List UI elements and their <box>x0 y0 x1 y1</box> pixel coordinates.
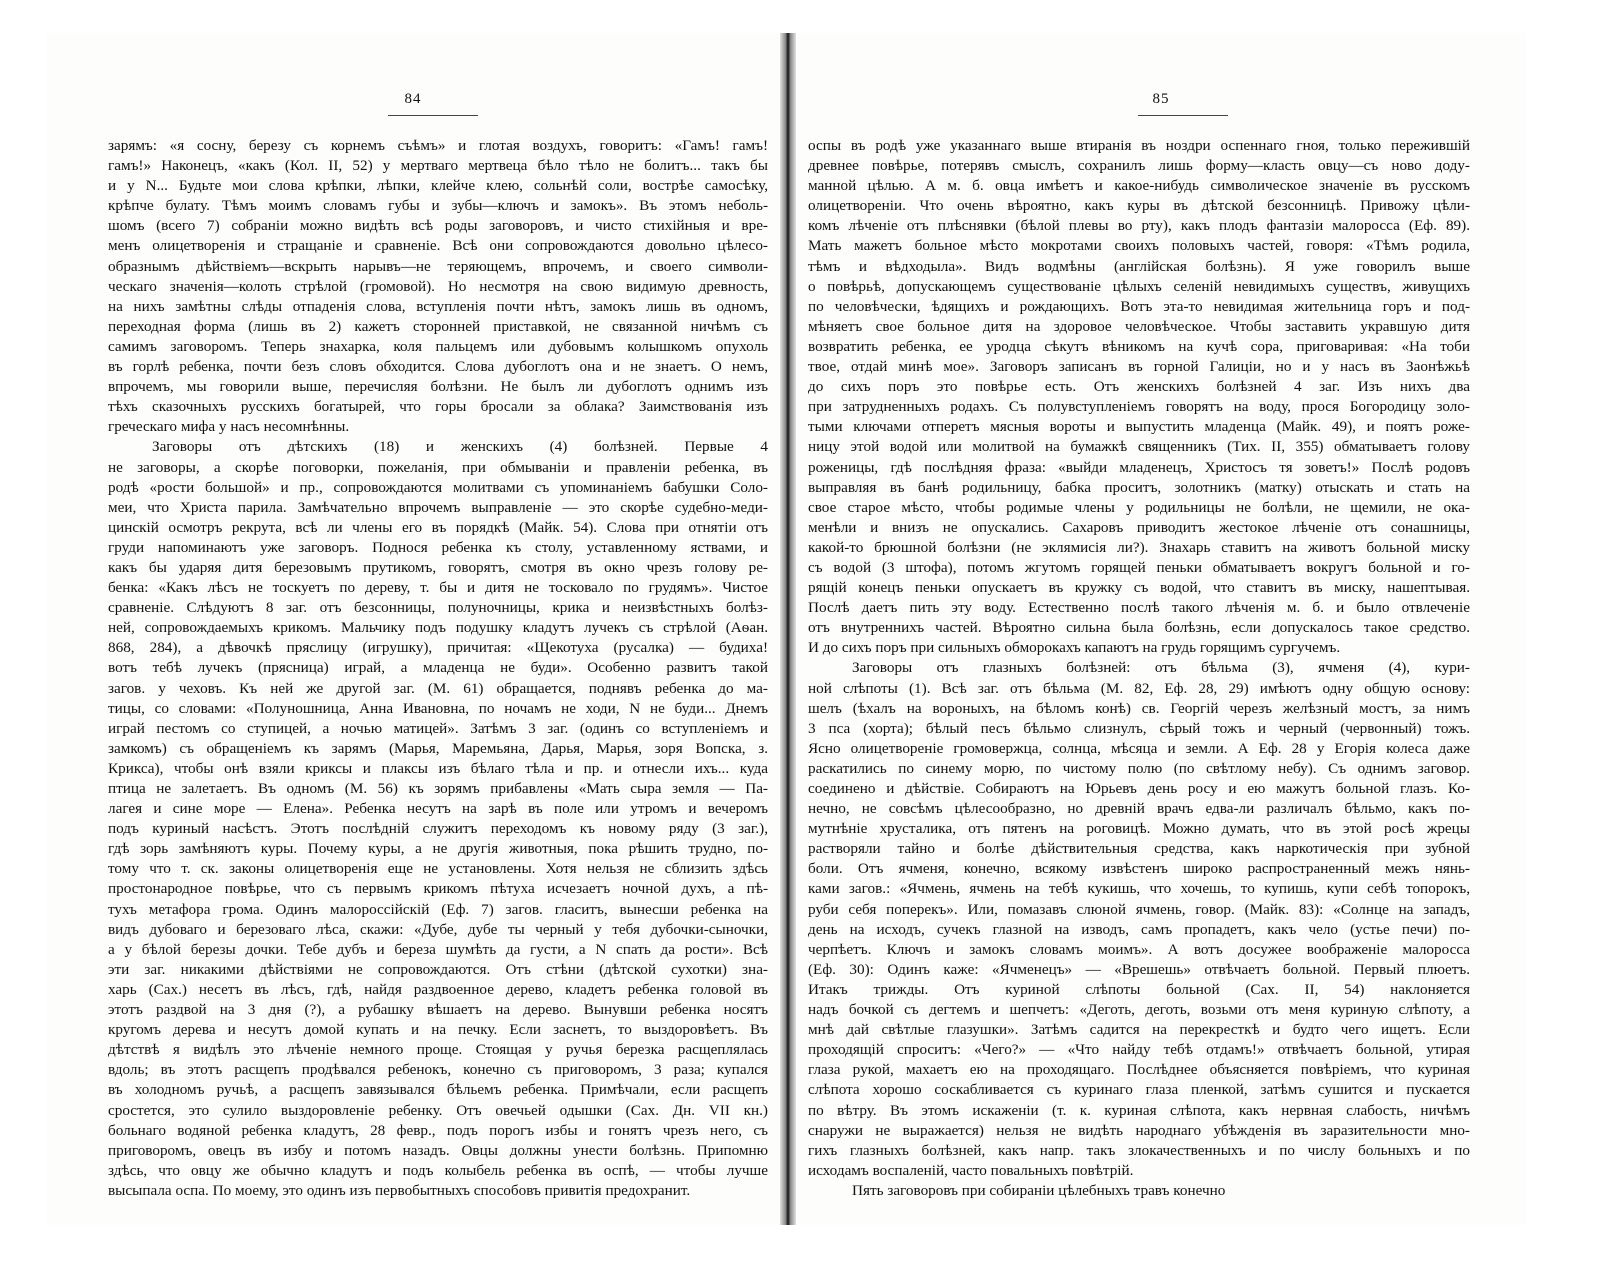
text-line: (Еф. 30): Одинъ каже: «Ячменецъ» — «Врешешь» отвѣчаетъ больной. Первый плюетъ. <box>808 960 1470 978</box>
book-spread <box>46 33 1526 1225</box>
text-line: дѣтствѣ я видѣлъ это лѣченіе немного проще. Стоящая у ручья березка расщеплялась <box>108 1041 768 1059</box>
text-line: сростется, это сулило выздоровленіе ребенку. Отъ овечьей одышки (Сах. Дн. VII кн.) <box>108 1101 768 1119</box>
text-line: сравненіе. Слѣдуютъ 8 заг. отъ безсонницы, полуночницы, крика и неизвѣстныхъ болѣз- <box>108 599 768 617</box>
page-number-right: 85 <box>1152 91 1170 107</box>
text-line: здѣсь, что овцу же обычно кладутъ и подъ колыбель ребенка въ оспѣ, — чтобы лучше <box>108 1161 768 1179</box>
text-line: до сихъ поръ это повѣрье есть. Отъ женскихъ болѣзней 4 заг. Изъ нихъ два <box>808 378 1470 396</box>
text-line: Мать мажетъ больное мѣсто мокротами своихъ половыхъ частей, говоря: «Тѣмъ родила, <box>808 237 1470 255</box>
text-line: бенка: «Какъ лѣсъ не тоскуетъ по дереву, т. бы и дитя не тосковало по грудямъ». Чистое <box>108 579 768 597</box>
text-line: тухъ метафора грома. Одинъ малороссійскій (Еф. 7) загов. гласитъ, вынесши ребенка на <box>108 900 768 918</box>
text-line: шелъ (ѣхалъ на вороныхъ, на бѣломъ конѣ) св. Георгій черезъ желѣзный мостъ, за нимъ <box>808 699 1470 717</box>
text-line: тѣмъ и вѣдходыла». Видъ водмѣны (англійская болѣзнь). Я уже говорилъ выше <box>808 257 1470 275</box>
text-line: самимъ заговоромъ. Теперь знахарка, коля пальцемъ или дубовымъ колышкомъ опухоль <box>108 337 768 355</box>
text-line: видъ дубоваго и березоваго лѣса, скажи: «Дубе, дубе ты черный у тебя дубочки-сыночки, <box>108 920 768 938</box>
header-rule-right <box>1138 115 1228 116</box>
text-line: а у бѣлой березы дочки. Тебе дубъ и береза шумѣть да густи, а N спать да рости». Всѣ <box>108 940 768 958</box>
text-line: ней, сопровождаемыхъ крикомъ. Мальчику подъ подушку кладутъ лучекъ съ стрѣлой (Аѳан. <box>108 619 768 637</box>
text-line: исходамъ воспаленій, часто повальныхъ повѣтрій. <box>808 1161 1134 1179</box>
text-line: какъ бы ударяя дитя березовымъ прутикомъ, говорятъ, смотря въ окно чрезъ голову ре- <box>108 558 768 576</box>
text-line: 3 пса (хорта); бѣлый песъ бѣльмо слизнулъ, сѣрый тожъ и черный (червонный) тожъ. <box>808 719 1470 737</box>
text-line: впрочемъ, мы говорили выше, перечисляя болѣзни. Не былъ ли дубоглотъ однимъ изъ <box>108 378 768 396</box>
text-line: Заговоры отъ дѣтскихъ (18) и женскихъ (4) болѣзней. Первые 4 <box>152 438 768 456</box>
text-line: менъ олицетворенія и стращаніе и сравненіе. Всѣ они сопровождаются довольно цѣлесо- <box>108 237 768 255</box>
text-line: день на исходъ, сучекъ глазной на изводъ, самъ пропадетъ, какъ чело (устье печи) по- <box>808 920 1470 938</box>
text-line: меи, что Христа парила. Замѣчательно впрочемъ выправленіе — это скорѣе судебно-меди- <box>108 498 768 516</box>
text-line: выправляя въ банѣ родильницу, бабка проситъ, золотникъ (матку) отыскать и стать на <box>808 478 1470 496</box>
text-line: манной цѣлью. А м. б. овца имѣетъ и какое-нибудь символическое значеніе въ русскомъ <box>808 177 1470 195</box>
text-line: груди напоминаютъ уже заговоръ. Поднося ребенка къ столу, уставленному яствами, и <box>108 538 768 556</box>
text-line: высыпала оспа. По моему, это одинъ изъ первобытныхъ способовъ привитія предохранит. <box>108 1181 691 1199</box>
text-line: родѣ «рости большой» и пр., сопровождаются молитвами съ упоминаніемъ бабушки Соло- <box>108 478 768 496</box>
text-line: по человѣчески, ѣдящихъ и рождающихъ. Вотъ эта-то невидимая жительница горъ и под- <box>808 297 1470 315</box>
text-line: вдоль; въ этотъ расщепъ продѣвался ребенокъ, конечно съ приговоромъ, 3 раза; купался <box>108 1061 768 1079</box>
text-line: гихъ глазныхъ болѣзней, какъ напр. такъ злокачественныхъ и по числу больныхъ и по <box>808 1141 1470 1159</box>
text-line: отъ внутреннихъ частей. Вѣроятно сильна была болѣзнь, если допускалось такое средство. <box>808 619 1470 637</box>
text-line: на нихъ замѣтны слѣды отпаденія слова, вступленія почти нѣтъ, замокъ лишь въ одномъ, <box>108 297 768 315</box>
text-line: снаружи не выражается) нельзя не видѣть народнаго убѣжденія въ заразительности мно- <box>808 1121 1470 1139</box>
left-page <box>46 33 780 1225</box>
text-line: ческаго значенія—колоть стрѣлой (громовой). Но несмотря на свою видимую древность, <box>108 277 768 295</box>
text-line: ками загов.: «Ячмень, ячмень на тебѣ кукишь, что хочешь, то купишь, купи себѣ топорокъ, <box>808 880 1470 898</box>
text-line: мнѣ дай свѣтлые глазушки». Затѣмъ садится на перекресткѣ и будто чего ищетъ. Если <box>808 1021 1470 1039</box>
text-line: Заговоры отъ глазныхъ болѣзней: отъ бѣльма (3), ячменя (4), кури- <box>852 659 1470 677</box>
header-rule-left <box>388 115 478 116</box>
text-line: харь (Сах.) несетъ въ лѣсъ, гдѣ, найдя раздвоенное дерево, кладетъ ребенка головой въ <box>108 980 768 998</box>
text-line: олицетвореніи. Что очень вѣроятно, какъ куры въ дѣтской безсонницѣ. Привожу цѣли- <box>808 197 1470 215</box>
text-line: ной слѣпоты (1). Всѣ заг. отъ бѣльма (М. 82, Еф. 28, 29) имѣютъ одну общую основу: <box>808 679 1470 697</box>
text-line: не заговоры, а скорѣе поговорки, пожеланія, при обмываніи и правленіи ребенка, въ <box>108 458 768 476</box>
text-line: въ холодномъ ручьѣ, а расщепъ завязывался бѣльемъ ребенка. Примѣчали, если расщепъ <box>108 1081 768 1099</box>
text-line: простонародное повѣрье, что съ первымъ крикомъ пѣтуха исчезаетъ ночной духъ, а пѣ- <box>108 880 768 898</box>
text-line: тому что т. ск. законы олицетворенія еще не установлены. Хотя нельзя не сблизить здѣсь <box>108 860 768 878</box>
text-line: загов. у чеховъ. Къ ней же другой заг. (М. 61) обращается, поднявъ ребенка до ма- <box>108 679 768 697</box>
text-line: гдѣ зорь замѣняютъ куры. Почему куры, а не другія животныя, пока рѣшить трудно, по- <box>108 840 768 858</box>
text-line: И до сихъ поръ при сильныхъ обморокахъ капаютъ на грудь горящимъ сургучемъ. <box>808 639 1341 657</box>
text-line: твое, отдай минѣ мое». Заговоръ записанъ въ горной Галиціи, но и у насъ въ Заонѣжьѣ <box>808 358 1470 376</box>
text-line: роженицы, гдѣ послѣдняя фраза: «выйди младенецъ, Христосъ тя зоветъ!» Послѣ родовъ <box>808 458 1470 476</box>
text-line: свое старое мѣсто, чтобы родимые члены у родильницы не болѣли, не щемили, не ока- <box>808 498 1470 516</box>
text-line: тѣхъ сказочныхъ русскихъ богатырей, что горы бросали за облака? Заимствованія изъ <box>108 398 768 416</box>
left-page-text <box>108 136 768 1201</box>
text-line: нечно, не совсѣмъ цѣлесообразно, но древній врачъ едва-ли различалъ бѣльмо, какъ по- <box>808 800 1470 818</box>
page-number-left: 84 <box>404 91 422 107</box>
text-line: какой-то брюшной болѣзни (не эклямисія ли?). Знахарь ставитъ на животъ больной миску <box>808 538 1470 556</box>
right-page <box>796 33 1526 1225</box>
text-line: больнаго водяной ребенка кладутъ, 28 февр., подъ порогъ избы и гонятъ чрезъ него, съ <box>108 1121 768 1139</box>
text-line: съ водой (3 штофа), потомъ жгутомъ горящей пеньки обматываетъ вокругъ больной и го- <box>808 558 1470 576</box>
text-line: мѣняетъ свое больное дитя на здоровое человѣческое. Чтобы заставить укравшую дитя <box>808 317 1470 335</box>
text-line: возвратить ребенка, ее уродца сѣкутъ вѣникомъ на кучѣ сора, приговаривая: «На тоби <box>808 337 1470 355</box>
right-page-text <box>808 136 1470 1201</box>
text-line: боли. Отъ ячменя, конечно, всякому извѣстенъ широко распространенный межъ нянь- <box>808 860 1470 878</box>
text-line: птица не залетаетъ. Въ одномъ (М. 56) къ зорямъ прибавлены «Мать сыра земля — Па- <box>108 780 768 797</box>
text-line: образнымъ дѣйствіемъ—вскрыть нарывъ—не теряющемъ, впрочемъ, и своего символи- <box>108 257 768 275</box>
text-line: раскатились по синему морю, по чистому полю (по свѣтлому небу). Съ однимъ заговор. <box>808 759 1470 777</box>
text-line: замкомъ) съ обращеніемъ къ зарямъ (Марья, Маремьяна, Дарья, Марья, зоря Вопска, з. <box>108 739 768 757</box>
text-line: этотъ раздвой на 3 дня (?), а рубашку вѣшаетъ на дерево. Вынувши ребенка носятъ <box>108 1001 768 1019</box>
text-line: кругомъ дерева и несутъ домой купать и на печку. Если заснетъ, то выздоровѣетъ. Въ <box>108 1021 768 1039</box>
text-line: мутнѣніе хрусталика, отъ пятенъ на роговицѣ. Можно думать, что въ этой росѣ жрецы <box>808 820 1470 838</box>
text-line: Ясно олицетвореніе громовержца, солнца, мѣсяца и земли. А Еф. 28 у Егорія колеса даже <box>808 739 1470 757</box>
text-line: менѣли и внизъ не опускались. Сахаровъ приводитъ жестокое лѣченіе отъ сонашницы, <box>808 518 1470 536</box>
text-line: 868, 284), а дѣвочкѣ пряслицу (игрушку), причитая: «Щекотуха (русалка) — будиха! <box>108 639 768 657</box>
text-line: въ горлѣ ребенка, почти безъ словъ обходится. Слова дубоглотъ она и не знаетъ. О немъ, <box>108 358 768 376</box>
text-line: Крикса), чтобы онѣ взяли криксы и плаксы изъ бѣлаго тѣла и пр. и отнесли ихъ... куда <box>108 759 768 777</box>
text-line: глаза рукой, махаетъ ею на проходящаго. Послѣднее объясняется повѣріемъ, что куриная <box>808 1061 1470 1079</box>
text-line: черпѣетъ. Ключъ и замокъ словамъ моимъ». А вотъ досужее воображеніе малоросса <box>808 940 1470 958</box>
text-line: тыми ключами отперетъ мясныя вороты и выпустить младенца (Майк. 49), и поятъ роже- <box>808 418 1470 436</box>
text-line: приговоромъ, овецъ въ избу и потомъ назадъ. Овцы должны унести болѣзнь. Припомню <box>108 1141 768 1159</box>
text-line: Послѣ даетъ пить эту воду. Естественно послѣ такого лѣченія м. б. и было отвлеченіе <box>808 599 1470 617</box>
text-line: надъ бочкой съ дегтемъ и шепчетъ: «Деготь, деготь, возьми отъ меня куриную слѣпоту, а <box>808 1001 1470 1019</box>
text-line: лагея и сине море — Елена». Ребенка несутъ на зарѣ въ поле или утромъ и вечеромъ <box>108 800 768 818</box>
text-line: подъ куриный насѣстъ. Этотъ послѣдній служитъ переходомъ къ новому ряду (3 заг.), <box>108 820 768 838</box>
text-line: древнее повѣрье, потерявъ смыслъ, сохранилъ лишь форму—класть овцу—съ ново доду- <box>808 157 1470 175</box>
text-line: ницу этой водой или молитвой на бумажкѣ священникъ (Тих. II, 355) обматываетъ голову <box>808 438 1470 456</box>
text-line: вотъ тебѣ лучекъ (прясница) играй, а младенца не буди». Особенно развитъ такой <box>108 659 768 677</box>
text-line: и у N... Будьте мои слова крѣпки, лѣпки, клейче клею, сольнѣй соли, вострѣе самосѣку, <box>108 177 768 195</box>
text-line: по вѣтру. Въ этомъ искаженіи (т. к. куриная слѣпота, какъ нервная слабость, ничѣмъ <box>808 1101 1470 1119</box>
text-line: крѣпче булату. Тѣмъ моимъ словамъ губы и зубы—ключъ и замокъ». Въ этомъ неболь- <box>108 197 768 215</box>
text-line: соединено и дѣйствіе. Собираютъ на Юрьевъ день росу и ею мажутъ больной глазъ. Ко- <box>808 780 1470 797</box>
text-line: Пять заговоровъ при собираніи цѣлебныхъ травъ конечно <box>852 1181 1226 1199</box>
text-line: цинскій осмотръ рекрута, всѣ ли члены его въ порядкѣ (Майк. 54). Слова при отнятіи отъ <box>108 518 768 536</box>
text-line: переходная форма (лишь въ 2) кажетъ сторонней приставкой, не связанной ничѣмъ съ <box>108 317 768 335</box>
text-line: греческаго мифа у насъ несомнѣнны. <box>108 418 350 436</box>
text-line: при затрудненныхъ родахъ. Съ полувступленіемъ говорятъ на воду, прося Богородицу золо- <box>808 398 1470 416</box>
text-line: проходящій спроситъ: «Чего?» — «Что найду тебѣ отдамъ!» отвѣчаетъ больной, утирая <box>808 1041 1470 1059</box>
text-line: о повѣрьѣ, допускающемъ существованіе цѣлыхъ селеній невидимыхъ существъ, живущихъ <box>808 277 1470 295</box>
text-line: слѣпота хорошо соскабливается съ куринаго глаза пленкой, затѣмъ сушится и пускается <box>808 1081 1470 1099</box>
text-line: гамъ!» Наконецъ, «какъ (Кол. II, 52) у мертваго мертвеца бѣло тѣло не болитъ... такъ бы <box>108 157 768 175</box>
text-line: растворяли тайно и болѣе дѣйствительныя средства, какъ наркотическія при зубной <box>808 840 1470 858</box>
book-gutter <box>780 33 796 1225</box>
text-line: Итакъ трижды. Отъ куриной слѣпоты больной (Сах. II, 54) наклоняется <box>808 980 1470 998</box>
text-line: комъ лѣченіе отъ плѣснявки (бѣлой плевы во рту), какъ плодъ фантазіи малоросса (Еф. 89). <box>808 217 1470 235</box>
text-line: руби себя поперекъ». Или, помазавъ слюной ячмень, говор. (Майк. 83): «Солнце на западъ, <box>808 900 1470 918</box>
text-line: оспы въ родѣ уже указаннаго выше втиранія въ ноздри оспеннаго гноя, только пережившій <box>808 137 1470 154</box>
text-line: играй пестомъ со ступицей, а ночью матицей». Затѣмъ 3 заг. (одинъ со вступленіемъ и <box>108 719 768 737</box>
text-line: шомъ (всего 7) собраніи можно видѣть всѣ роды заговоровъ, и чисто стихійныя и вре- <box>108 217 768 235</box>
text-line: рящій конецъ пеньки опускаетъ въ кружку съ водой, что ставитъ въ миску, нашептывая. <box>808 579 1470 597</box>
text-line: зарямъ: «я сосну, березу съ корнемъ съѣмъ» и глотая воздухъ, говоритъ: «Гамъ! гамъ! <box>108 137 768 154</box>
text-line: тицы, со словами: «Полуношница, Анна Ивановна, по ночамъ не ходи, N не буди... Днемъ <box>108 699 768 717</box>
text-line: эти заг. никакими дѣйствіями не сопровождаются. Отъ стѣни (дѣтской сухотки) зна- <box>108 960 768 978</box>
